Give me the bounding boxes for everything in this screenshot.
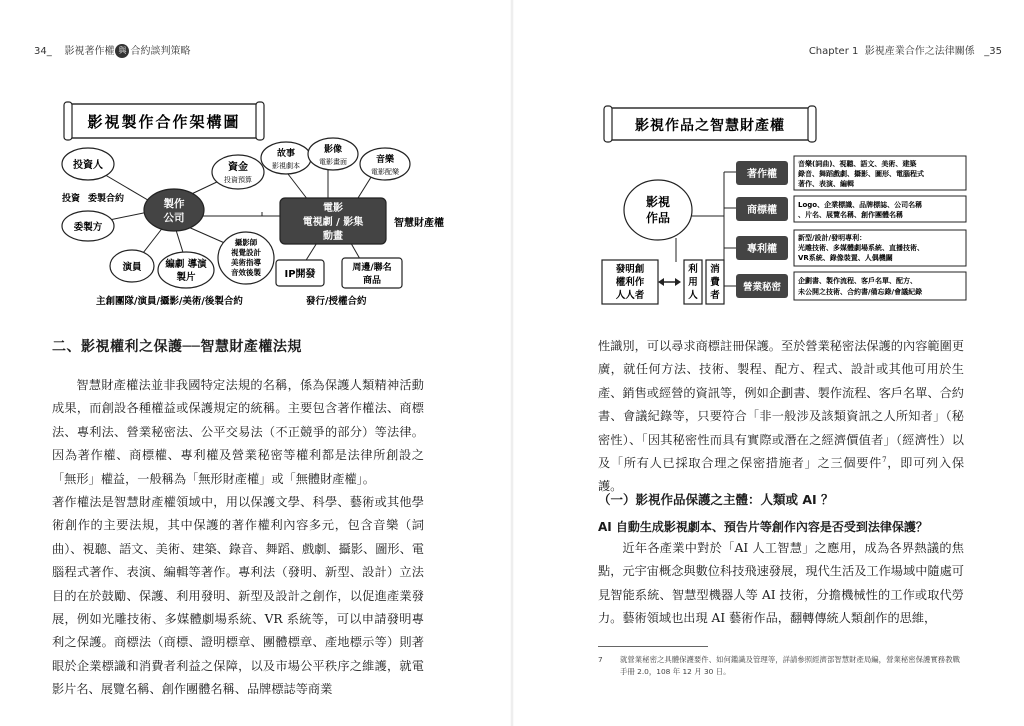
trade-secret-desc-1: 企劃書、製作流程、客戶名單、配方、: [798, 277, 917, 285]
consumer-row-1: 消: [710, 264, 720, 275]
ip-dev-node: IP開發: [284, 269, 316, 280]
left-paragraph-1: 智慧財產權法並非我國特定法規的名稱，係為保護人類精神活動成果，而創設各種權益或保護規定的統稱。主要包含著作權法、商標法、專利法、營業秘密法、公平交易法（不正競爭的部分）等法律。因為著作權、商標權、專利權及營業秘密等權利都是法律所創設之「無形」權益，一般稱為「無形財產權」或「無體財產權」。: [52, 378, 424, 486]
film-node-2: 電視劇 / 影集: [302, 217, 364, 228]
music-sub: 電影配樂: [371, 168, 399, 176]
copyright-desc-2: 錄音、舞蹈戲劇、攝影、圖形、電腦程式: [798, 170, 924, 178]
capital-node: 資金: [228, 162, 248, 173]
diagram-title: 影視製作合作架構圖: [87, 113, 241, 131]
patent-desc-1: 新型/設計/發明專利：: [798, 234, 867, 242]
crew-line-3: 美術指導: [231, 258, 261, 267]
film-node-3: 動畫: [323, 231, 343, 242]
diagram-title-scroll-2: [604, 106, 816, 142]
footnote-rule: [598, 646, 708, 647]
right-running-head: [809, 42, 1002, 57]
footnote: [598, 654, 966, 678]
user-row-2: 用: [688, 277, 698, 288]
production-structure-diagram: [58, 98, 444, 310]
double-arrow: [658, 278, 681, 286]
user-row-3: 人: [688, 290, 698, 301]
actor-node: 演員: [122, 262, 142, 273]
director-node-2: 製片: [176, 272, 196, 283]
right-page-number: _35: [984, 46, 1002, 57]
owners-row-1: 發明創: [615, 264, 645, 275]
consumer-row-3: 者: [710, 290, 720, 301]
trade-secret-desc-2: 未公開之技術、合約書/備忘錄/會議紀錄: [798, 288, 923, 296]
director-node: 編劇 導演: [165, 259, 207, 270]
chapter-label: Chapter 1: [808, 46, 859, 57]
left-paragraph-2: 著作權法是智慧財產權領域中，用以保護文學、科學、藝術或其他學術創作的主要法規，其中保護的著作權利內容多元，包含音樂（詞曲）、視聽、語文、美術、建築、錄音、舞蹈、戲劇、攝影、圖形、電腦程式著作、表演、編輯等著作。專利法（發明、新型、設計）立法目的在於鼓勵、保護、利用發明、新型及設計之創作，以促進產業發展，例如光雕技術、多媒體劇場系統、VR 系統等，可以申請發明專利之保護。商標法（商標、證明標章、團體標章、產地標示等）則著眼於企業標識和消費者利益之保障，以及市場公平秩序之維護，就電影片名、展覽名稱、創作團體名稱、品牌標誌等商業: [52, 495, 424, 697]
center-node-2: 作品: [645, 211, 671, 225]
footnote-text: 就營業秘密之具體保護要件、如何鑑識及管理等，詳請參照經濟部智慧財產局編，營業秘密保護實務教戰手冊 2.0，108 年 12 月 30 日。: [620, 655, 960, 676]
commissioner-node: 委製方: [73, 222, 103, 233]
investor-node: 投資人: [73, 160, 103, 171]
image-node: 影像: [323, 145, 343, 155]
right-paragraph-1: 性識別，可以尋求商標註冊保護。至於營業秘密法保護的內容範圍更廣，就任何方法、技術、製程、配方、程式、設計或其他可用於生產、銷售或經營的資訊等，例如企劃書、製作流程、客戶名單、合約書、會議紀錄等，只要符合「非一般涉及該類資訊之人所知者」（秘密性）、「因其秘密性而具有實際或潛在之經濟價值者」（經濟性）以及「所有人已採取合理之保密措施者」之三個要件: [598, 339, 964, 471]
story-sub: 影視劇本: [272, 162, 300, 170]
trade-secret-node: 營業秘密: [742, 282, 782, 293]
left-body-text: [52, 374, 424, 702]
book-title-badge: 與: [115, 44, 129, 58]
capital-sub: 投資預算: [224, 176, 252, 184]
right-body-text-2: [598, 537, 964, 631]
production-node-2: 公司: [163, 212, 185, 224]
footnote-number: 7: [598, 655, 603, 664]
production-node: 製作: [163, 198, 185, 210]
invest-label: 投資: [62, 194, 81, 204]
music-node: 音樂: [375, 155, 395, 165]
copyright-desc-1: 音樂(詞曲)、視聽、語文、美術、建築: [798, 160, 917, 168]
diagram-title-scroll: [64, 102, 264, 140]
patent-node: 專利權: [747, 244, 777, 255]
merch-node: 周邊/聯名: [352, 263, 392, 273]
left-running-head: [34, 42, 190, 58]
question-heading: AI 自動生成影視劇本、預告片等創作內容是否受到法律保護？: [598, 520, 928, 534]
owners-row-3: 人人者: [615, 290, 645, 301]
crew-line-1: 攝影師: [234, 238, 258, 247]
subsection-heading: （一）影視作品保護之主體：人類或 AI ？: [598, 492, 834, 507]
bottom-left-caption: 主創團隊/演員/攝影/美術/後製合約: [96, 296, 243, 307]
book-title-part1: 影視著作權: [64, 46, 115, 57]
consumer-row-2: 費: [710, 277, 720, 288]
ip-label: 智慧財產權: [394, 218, 444, 229]
bottom-right-caption: 發行/授權合約: [306, 296, 367, 307]
trademark-node: 商標權: [747, 205, 777, 216]
chapter-title: 影視產業合作之法律關係: [864, 46, 975, 57]
right-paragraph-2: 近年各產業中對於「AI 人工智慧」之應用，成為各界熱議的焦點，元宇宙概念與數位科技飛速發展，現代生活及工作場域中隨處可見智能系統、智慧型機器人等 AI 技術，分擔機械性的工作或取代勞力。藝術領域也出現 AI 藝術作品，翻轉傳統人類創作的思維，: [598, 541, 964, 626]
merch-node-2: 商品: [362, 276, 382, 286]
left-page-number: 34_: [34, 46, 52, 57]
section-heading: 二、影視權利之保護──智慧財產權法規: [52, 339, 302, 355]
film-node: 電影: [323, 203, 343, 214]
commission-contract-label: 委製合約: [88, 194, 125, 204]
right-body-text-1: [598, 335, 964, 499]
trademark-desc-2: 、片名、展覽名稱、創作團體名稱: [798, 211, 903, 219]
copyright-desc-3: 著作、表演、編輯: [798, 180, 854, 188]
user-row-1: 利: [688, 264, 698, 275]
footnote-reference[interactable]: 7: [882, 455, 887, 464]
story-node: 故事: [276, 149, 296, 159]
owners-row-2: 權利作: [615, 277, 645, 288]
patent-desc-2: 光雕技術、多媒體劇場系統、直播技術、: [798, 244, 924, 252]
copyright-node: 著作權: [747, 169, 777, 180]
book-title-part2: 合約談判策略: [130, 46, 191, 57]
patent-desc-3: VR系統、錄像裝置、人偶機關: [798, 254, 893, 262]
ip-rights-diagram: [596, 98, 972, 310]
trademark-desc-1: Logo、企業標識、品牌標誌、公司名稱: [798, 201, 923, 209]
crew-line-4: 音效後製: [231, 268, 261, 277]
image-sub: 電影畫面: [319, 158, 347, 166]
right-paragraph-1-end: ，即可列入保護。: [598, 456, 965, 494]
diagram-title-2: 影視作品之智慧財產權: [635, 118, 785, 134]
crew-line-2: 視覺設計: [231, 248, 261, 257]
center-node: 影視: [645, 195, 671, 209]
